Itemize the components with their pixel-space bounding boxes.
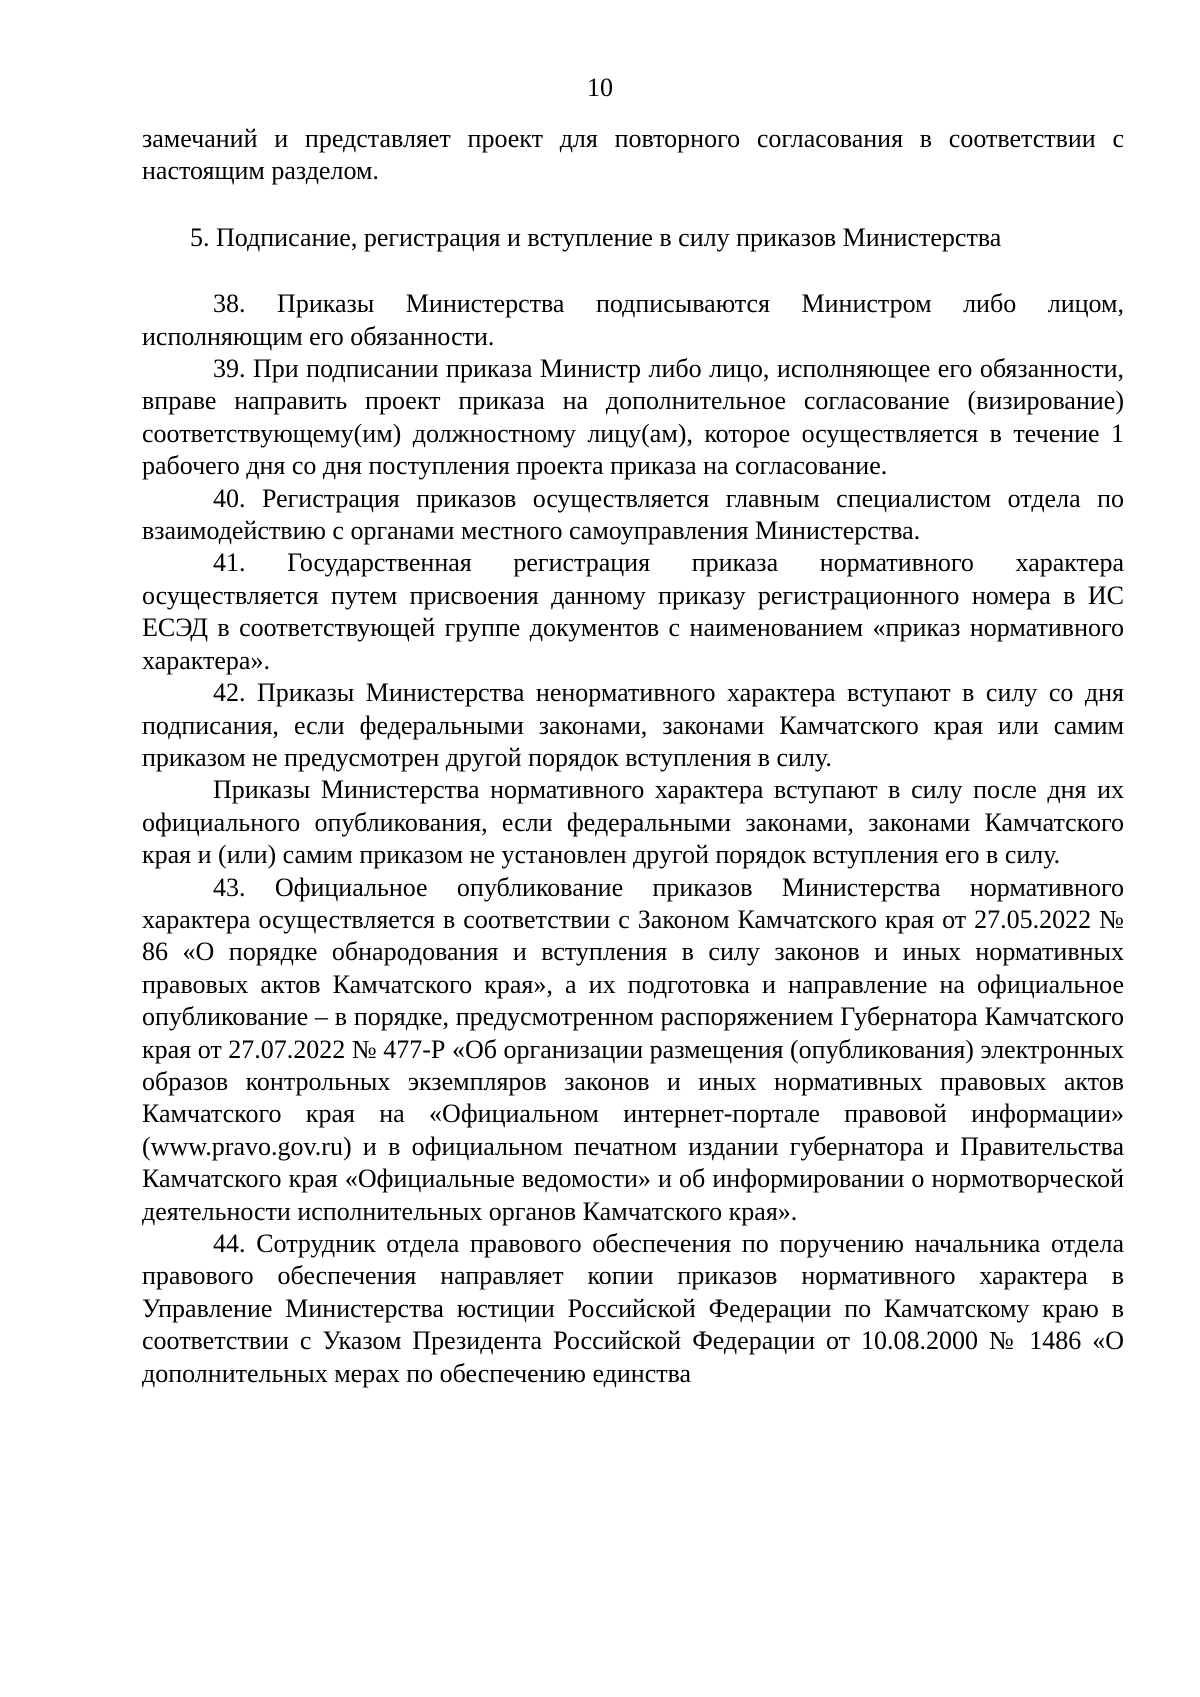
- paragraph-41: 41. Государственная регистрация приказа нормативного характера осуществляется путем присвоения данному приказу регистрационного номера в ИС ЕСЭД в соответствующей группе документов с наименованием «приказ нормативного характера».: [142, 548, 1124, 675]
- paragraph-42: 42. Приказы Министерства ненормативного характера вступают в силу со дня подписания, если федеральными законами, законами Камчатского края или самим приказом не предусмотрен другой порядок вступления в силу.: [142, 678, 1124, 772]
- section-heading: 5. Подписание, регистрация и вступление в силу приказов Министерства: [190, 222, 1002, 252]
- paragraph-38: 38. Приказы Министерства подписываются Министром либо лицом, исполняющим его обязанности.: [142, 289, 1124, 351]
- paragraph-39: 39. При подписании приказа Министр либо лицо, исполняющее его обязанности, вправе направить проект приказа на дополнительное согласование (визирование) соответствующему(им) должностному лицу(ам), которое осуществляется в течение 1 рабочего дня со дня поступления проекта приказа на согласование.: [142, 354, 1124, 481]
- paragraph-40: 40. Регистрация приказов осуществляется главным специалистом отдела по взаимодействию с органами местного самоуправления Министерства.: [142, 483, 1124, 546]
- paragraph-44: 44. Сотрудник отдела правового обеспечения по поручению начальника отдела правового обеспечения направляет копии приказов нормативного характера в Управление Министерства юстиции Российской Федерации по Камчатскому краю в соответствии с Указом Президента Российской Федерации от 10.08.2000 № 1486 «О дополнительных мерах по обеспечению единства: [142, 1229, 1124, 1388]
- document-body: [142, 123, 1124, 1390]
- page-number: 10: [587, 73, 613, 102]
- paragraph-continuation: замечаний и представляет проект для повторного согласования в соответствии с настоящим разделом.: [142, 124, 1124, 186]
- paragraph-43: 43. Официальное опубликование приказов Министерства нормативного характера осуществляется в соответствии с Законом Камчатского края от 27.05.2022 № 86 «О порядке обнародования и вступления в силу законов и иных нормативных правовых актов Камчатского края», а их подготовка и направление на официальное опубликование – в порядке, предусмотренном распоряжением Губернатора Камчатского края от 27.07.2022 № 477-Р «Об организации размещения (опубликования) электронных образов контрольных экземпляров законов и иных нормативных правовых актов Камчатского края на «Официальном интернет-портале правовой информации» (www.pravo.gov.ru) и в официальном печатном издании губернатора и Правительства Камчатского края «Официальные ведомости» и об информировании о нормотворческой деятельности исполнительных органов Камчатского края».: [142, 872, 1124, 1226]
- paragraph-42-continued: Приказы Министерства нормативного характера вступают в силу после дня их официального опубликования, если федеральными законами, законами Камчатского края и (или) самим приказом не установлен другой порядок вступления его в силу.: [142, 775, 1124, 870]
